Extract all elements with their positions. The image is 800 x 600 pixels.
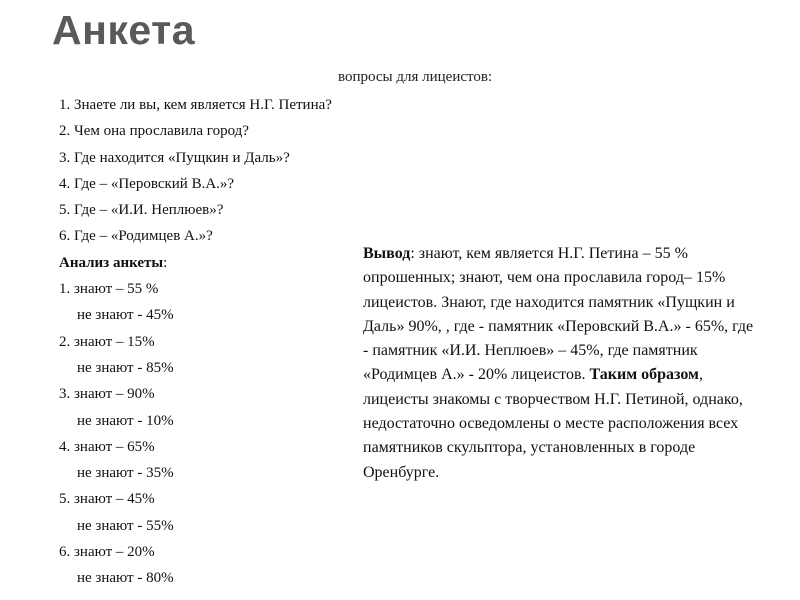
analysis-dont-know: не знают - 45% [77, 307, 174, 324]
question-item: 4. Где – «Перовский В.А.»? [59, 175, 235, 192]
analysis-know: 3. знают – 90% [59, 386, 155, 403]
analysis-dont-know: не знают - 80% [77, 570, 174, 587]
question-item: 3. Где находится «Пущкин и Даль»? [59, 149, 290, 166]
analysis-know: 2. знают – 15% [59, 333, 155, 350]
question-item: 5. Где – «И.И. Неплюев»? [59, 202, 224, 219]
analysis-dont-know: не знают - 85% [77, 359, 174, 376]
slide-subtitle: вопросы для лицеистов: [338, 69, 493, 85]
questions-list [59, 92, 379, 592]
conclusion-text-part2: , лицеисты знакомы с творчеством Н.Г. Петиной, однако, недостаточно осведомлены о месте расположения всех памятников скульптора, установленных в городе Оренбурге. [363, 366, 743, 481]
analysis-know: 4. знают – 65% [59, 438, 155, 455]
analysis-know: 5. знают – 45% [59, 491, 155, 508]
question-item: 1. Знаете ли вы, кем является Н.Г. Петина? [59, 97, 332, 113]
analysis-dont-know: не знают - 55% [77, 517, 174, 534]
conclusion-text-part1: : знают, кем является Н.Г. Петина – 55 % опрошенных; знают, чем она прославила город– 15% лицеистов. Знают, где находится памятник «Пущкин и Даль» 90%, , где - памятник «Перовский В.А.» - 65%, где - памятник «И.И. Неплюев» – 45%, где памятник «Родимцев А.» - 20% лицеистов. [363, 245, 754, 384]
analysis-know: 1. знают – 55 % [59, 281, 159, 298]
analysis-dont-know: не знают - 35% [77, 465, 174, 482]
analysis-dont-know: не знают - 10% [77, 412, 174, 429]
slide-title: Анкета [52, 7, 196, 53]
question-item: 6. Где – «Родимцев А.»? [59, 228, 213, 245]
question-item: 2. Чем она прославила город? [59, 123, 249, 140]
analysis-heading-colon: : [163, 254, 168, 271]
conclusion-heading: Вывод [363, 245, 411, 262]
analysis-know: 6. знают – 20% [59, 544, 155, 561]
conclusion-paragraph [363, 242, 759, 485]
analysis-heading: Анализ анкеты [59, 254, 164, 271]
analysis-heading-line [59, 250, 379, 276]
conclusion-emphasis: Таким образом [589, 366, 699, 384]
